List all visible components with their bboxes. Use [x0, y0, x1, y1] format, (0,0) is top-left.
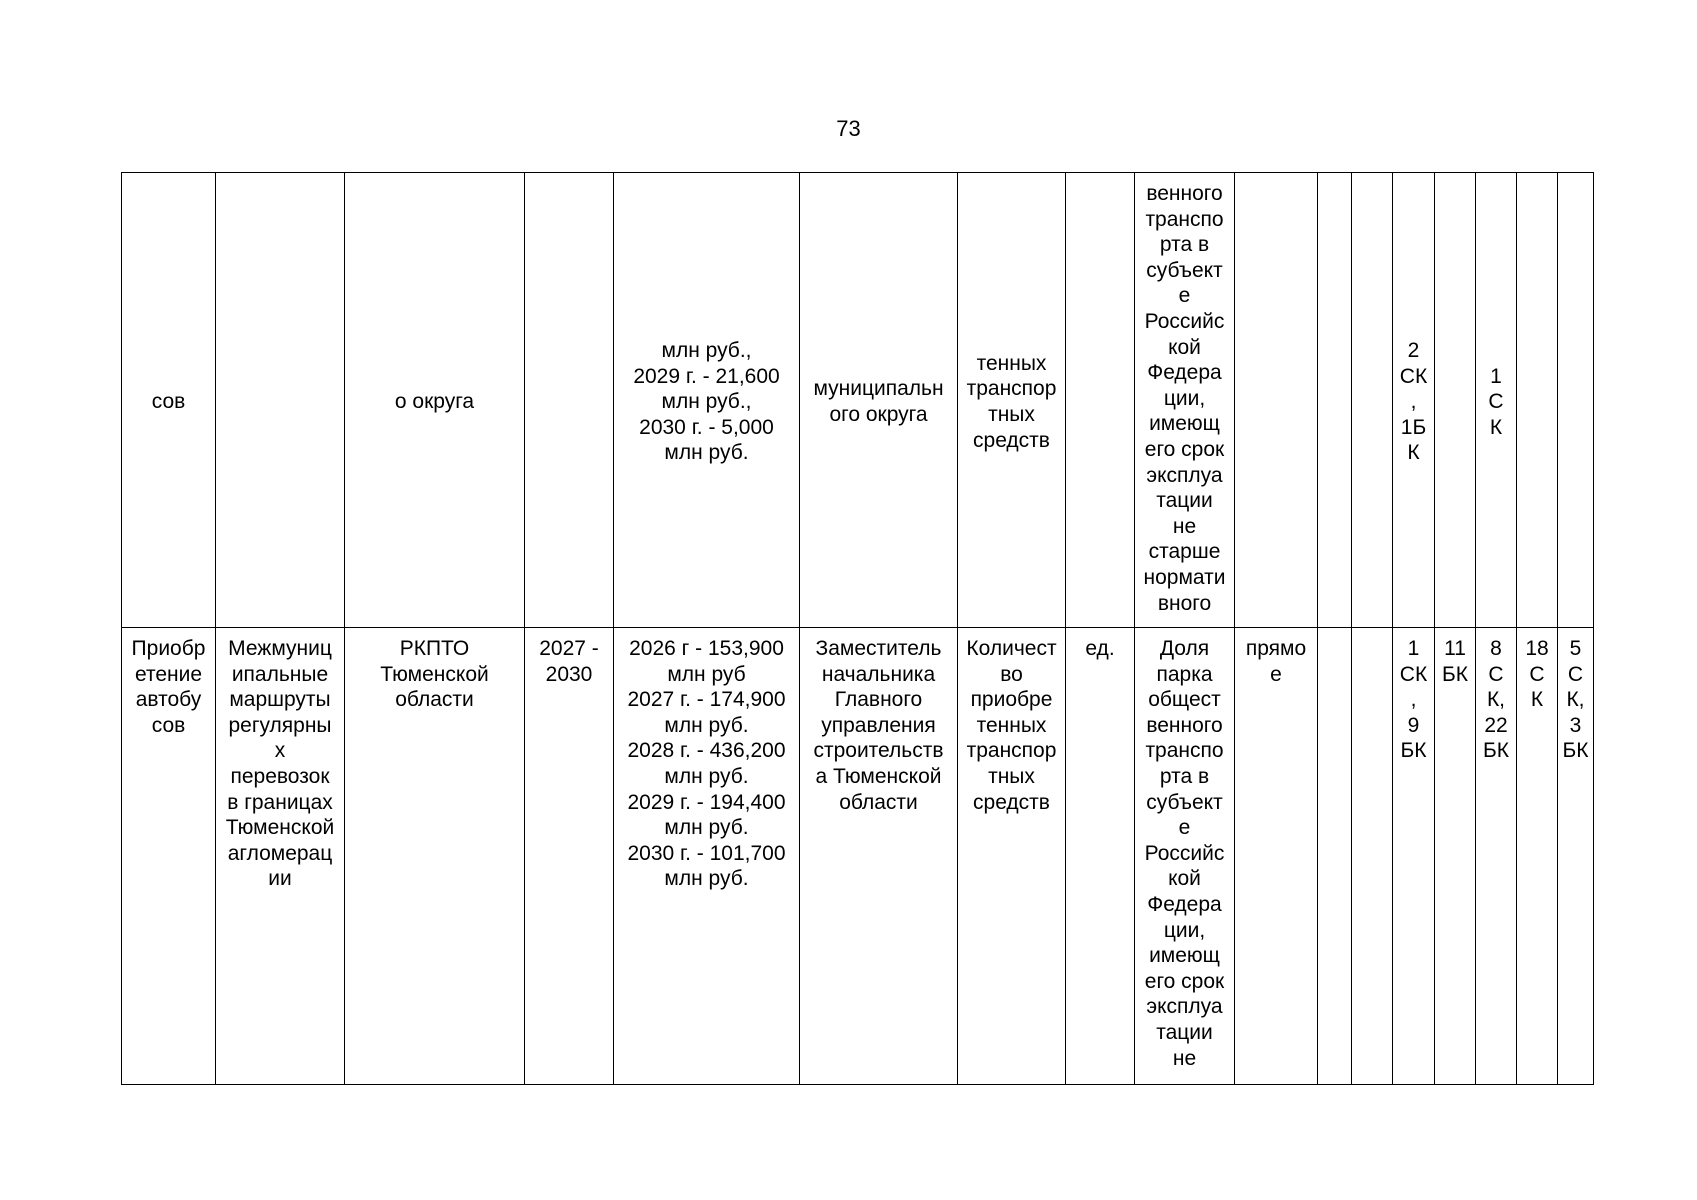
cell-responsible: Заместитель начальника Главного управления строительств а Тюменской области	[800, 628, 958, 1085]
cell-responsible: муниципальн ого округа	[800, 173, 958, 628]
cell-unit	[1066, 173, 1135, 628]
cell-value-6	[1517, 173, 1558, 628]
cell-value-5: 8 С К, 22 БК	[1476, 628, 1517, 1085]
cell-route	[216, 173, 345, 628]
cell-value-3: 2 СК , 1Б К	[1393, 173, 1435, 628]
cell-executor: РКПТО Тюменской области	[345, 628, 525, 1085]
cell-goal-indicator: Доля парка общест венного транспо рта в субъект е Российс кой Федера ции, имеющ его срок эксплуа тации не	[1135, 628, 1235, 1085]
cell-period	[525, 173, 614, 628]
cell-name: Приобр етение автобу сов	[122, 628, 216, 1085]
table-row	[122, 628, 1594, 1085]
cell-funding: млн руб., 2029 г. - 21,600 млн руб., 2030 г. - 5,000 млн руб.	[614, 173, 800, 628]
cell-value-7	[1558, 173, 1594, 628]
cell-value-5: 1 С К	[1476, 173, 1517, 628]
cell-funding: 2026 г - 153,900 млн руб 2027 г. - 174,900 млн руб. 2028 г. - 436,200 млн руб. 2029 г. - 194,400 млн руб. 2030 г. - 101,700 млн руб.	[614, 628, 800, 1085]
cell-type	[1235, 173, 1318, 628]
cell-value-4: 11 БК	[1435, 628, 1476, 1085]
cell-value-4	[1435, 173, 1476, 628]
page-number: 73	[836, 116, 861, 141]
cell-indicator: тенных транспор тных средств	[958, 173, 1066, 628]
cell-value-1	[1318, 628, 1352, 1085]
cell-value-7: 5 С К, 3 БК	[1558, 628, 1594, 1085]
cell-period: 2027 - 2030	[525, 628, 614, 1085]
cell-indicator: Количест во приобре тенных транспор тных средств	[958, 628, 1066, 1085]
cell-unit: ед.	[1066, 628, 1135, 1085]
table-row	[122, 173, 1594, 628]
cell-value-2	[1352, 628, 1393, 1085]
cell-value-3: 1 СК , 9 БК	[1393, 628, 1435, 1085]
cell-value-6: 18 С К	[1517, 628, 1558, 1085]
cell-value-1	[1318, 173, 1352, 628]
document-table	[121, 172, 1594, 1085]
cell-type: прямо е	[1235, 628, 1318, 1085]
cell-value-2	[1352, 173, 1393, 628]
cell-goal-indicator: венного транспо рта в субъект е Российс кой Федера ции, имеющ его срок эксплуа тации не старше нормати вного	[1135, 173, 1235, 628]
cell-name: сов	[122, 173, 216, 628]
cell-executor: о округа	[345, 173, 525, 628]
cell-route: Межмуниц ипальные маршруты регулярны х перевозок в границах Тюменской агломерац ии	[216, 628, 345, 1085]
